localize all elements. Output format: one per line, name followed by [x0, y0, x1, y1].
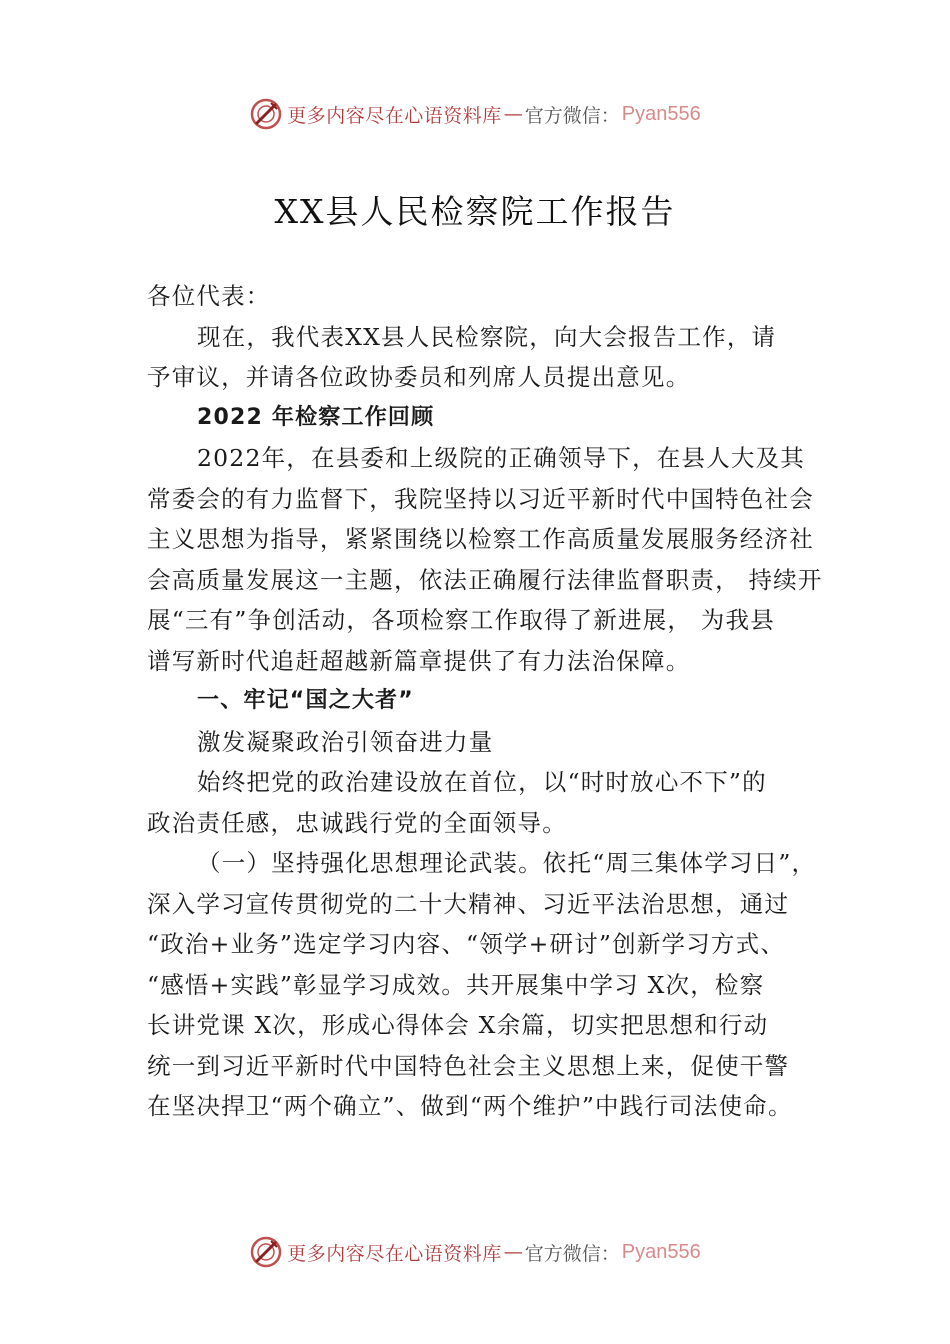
paragraph-line: 现在，我代表XX县人民检察院，向大会报告工作，请 [197, 322, 777, 351]
paragraph-line: 统一到习近平新时代中国特色社会主义思想上来，促使干警 [147, 1051, 790, 1080]
paragraph-line: 常委会的有力监督下，我院坚持以习近平新时代中国特色社会 [147, 484, 814, 513]
document-title: XX县人民检察院工作报告 [274, 192, 676, 231]
paragraph-line: 谱写新时代追赶超越新篇章提供了有力法治保障。 [147, 646, 691, 675]
footer-banner [0, 1232, 950, 1272]
banner-slogan: 更多内容尽在心语资料库 [287, 1242, 502, 1265]
section-heading: 2022 年检察工作回顾 [197, 404, 435, 430]
banner-account: Pyan556 [621, 102, 701, 125]
paragraph-line: “政治+业务”选定学习内容、“领学+研讨”创新学习方式、 [147, 930, 786, 958]
banner-wechat-label: 官方微信： [524, 1242, 620, 1265]
paragraph-line: 政治责任感，忠诚践行党的全面领导。 [147, 808, 567, 837]
paragraph-line: 深入学习宣传贯彻党的二十大精神、习近平法治思想，通过 [147, 889, 790, 918]
paragraph-line: 始终把党的政治建设放在首位，以“时时放心不下”的 [197, 768, 767, 796]
logo-icon [249, 97, 283, 131]
paragraph-line: 展“三有”争创活动，各项检察工作取得了新进展， 为我县 [147, 606, 775, 634]
paragraph-line: 会高质量发展这一主题，依法正确履行法律监督职责， 持续开 [147, 565, 823, 594]
section-subheading: 激发凝聚政治引领奋进力量 [197, 727, 494, 756]
paragraph-line: 主义思想为指导，紧紧围绕以检察工作高质量发展服务经济社 [147, 525, 814, 553]
paragraph-line: 予审议，并请各位政协委员和列席人员提出意见。 [147, 363, 691, 391]
document-body [147, 276, 823, 1127]
banner-account: Pyan556 [621, 1240, 701, 1263]
banner-dash: — [503, 1241, 523, 1263]
paragraph-line: “感悟+实践”彰显学习成效。共开展集中学习 X次，检察 [147, 970, 765, 999]
section-heading: 一、牢记“国之大者” [197, 688, 414, 713]
paragraph-line: 2022年，在县委和上级院的正确领导下，在县人大及其 [197, 444, 806, 472]
paragraph-line: （一）坚持强化思想理论武装。依托“周三集体学习日”， [197, 849, 817, 877]
salutation: 各位代表： [147, 282, 271, 310]
header-banner [0, 94, 950, 134]
paragraph-line: 长讲党课 X次，形成心得体会 X余篇，切实把思想和行动 [147, 1011, 769, 1039]
logo-icon [249, 1235, 283, 1269]
banner-wechat-label: 官方微信： [524, 104, 620, 127]
banner-slogan: 更多内容尽在心语资料库 [287, 104, 502, 127]
banner-dash: — [503, 103, 523, 125]
paragraph-line: 在坚决捍卫“两个确立”、做到“两个维护”中践行司法使命。 [147, 1092, 793, 1120]
